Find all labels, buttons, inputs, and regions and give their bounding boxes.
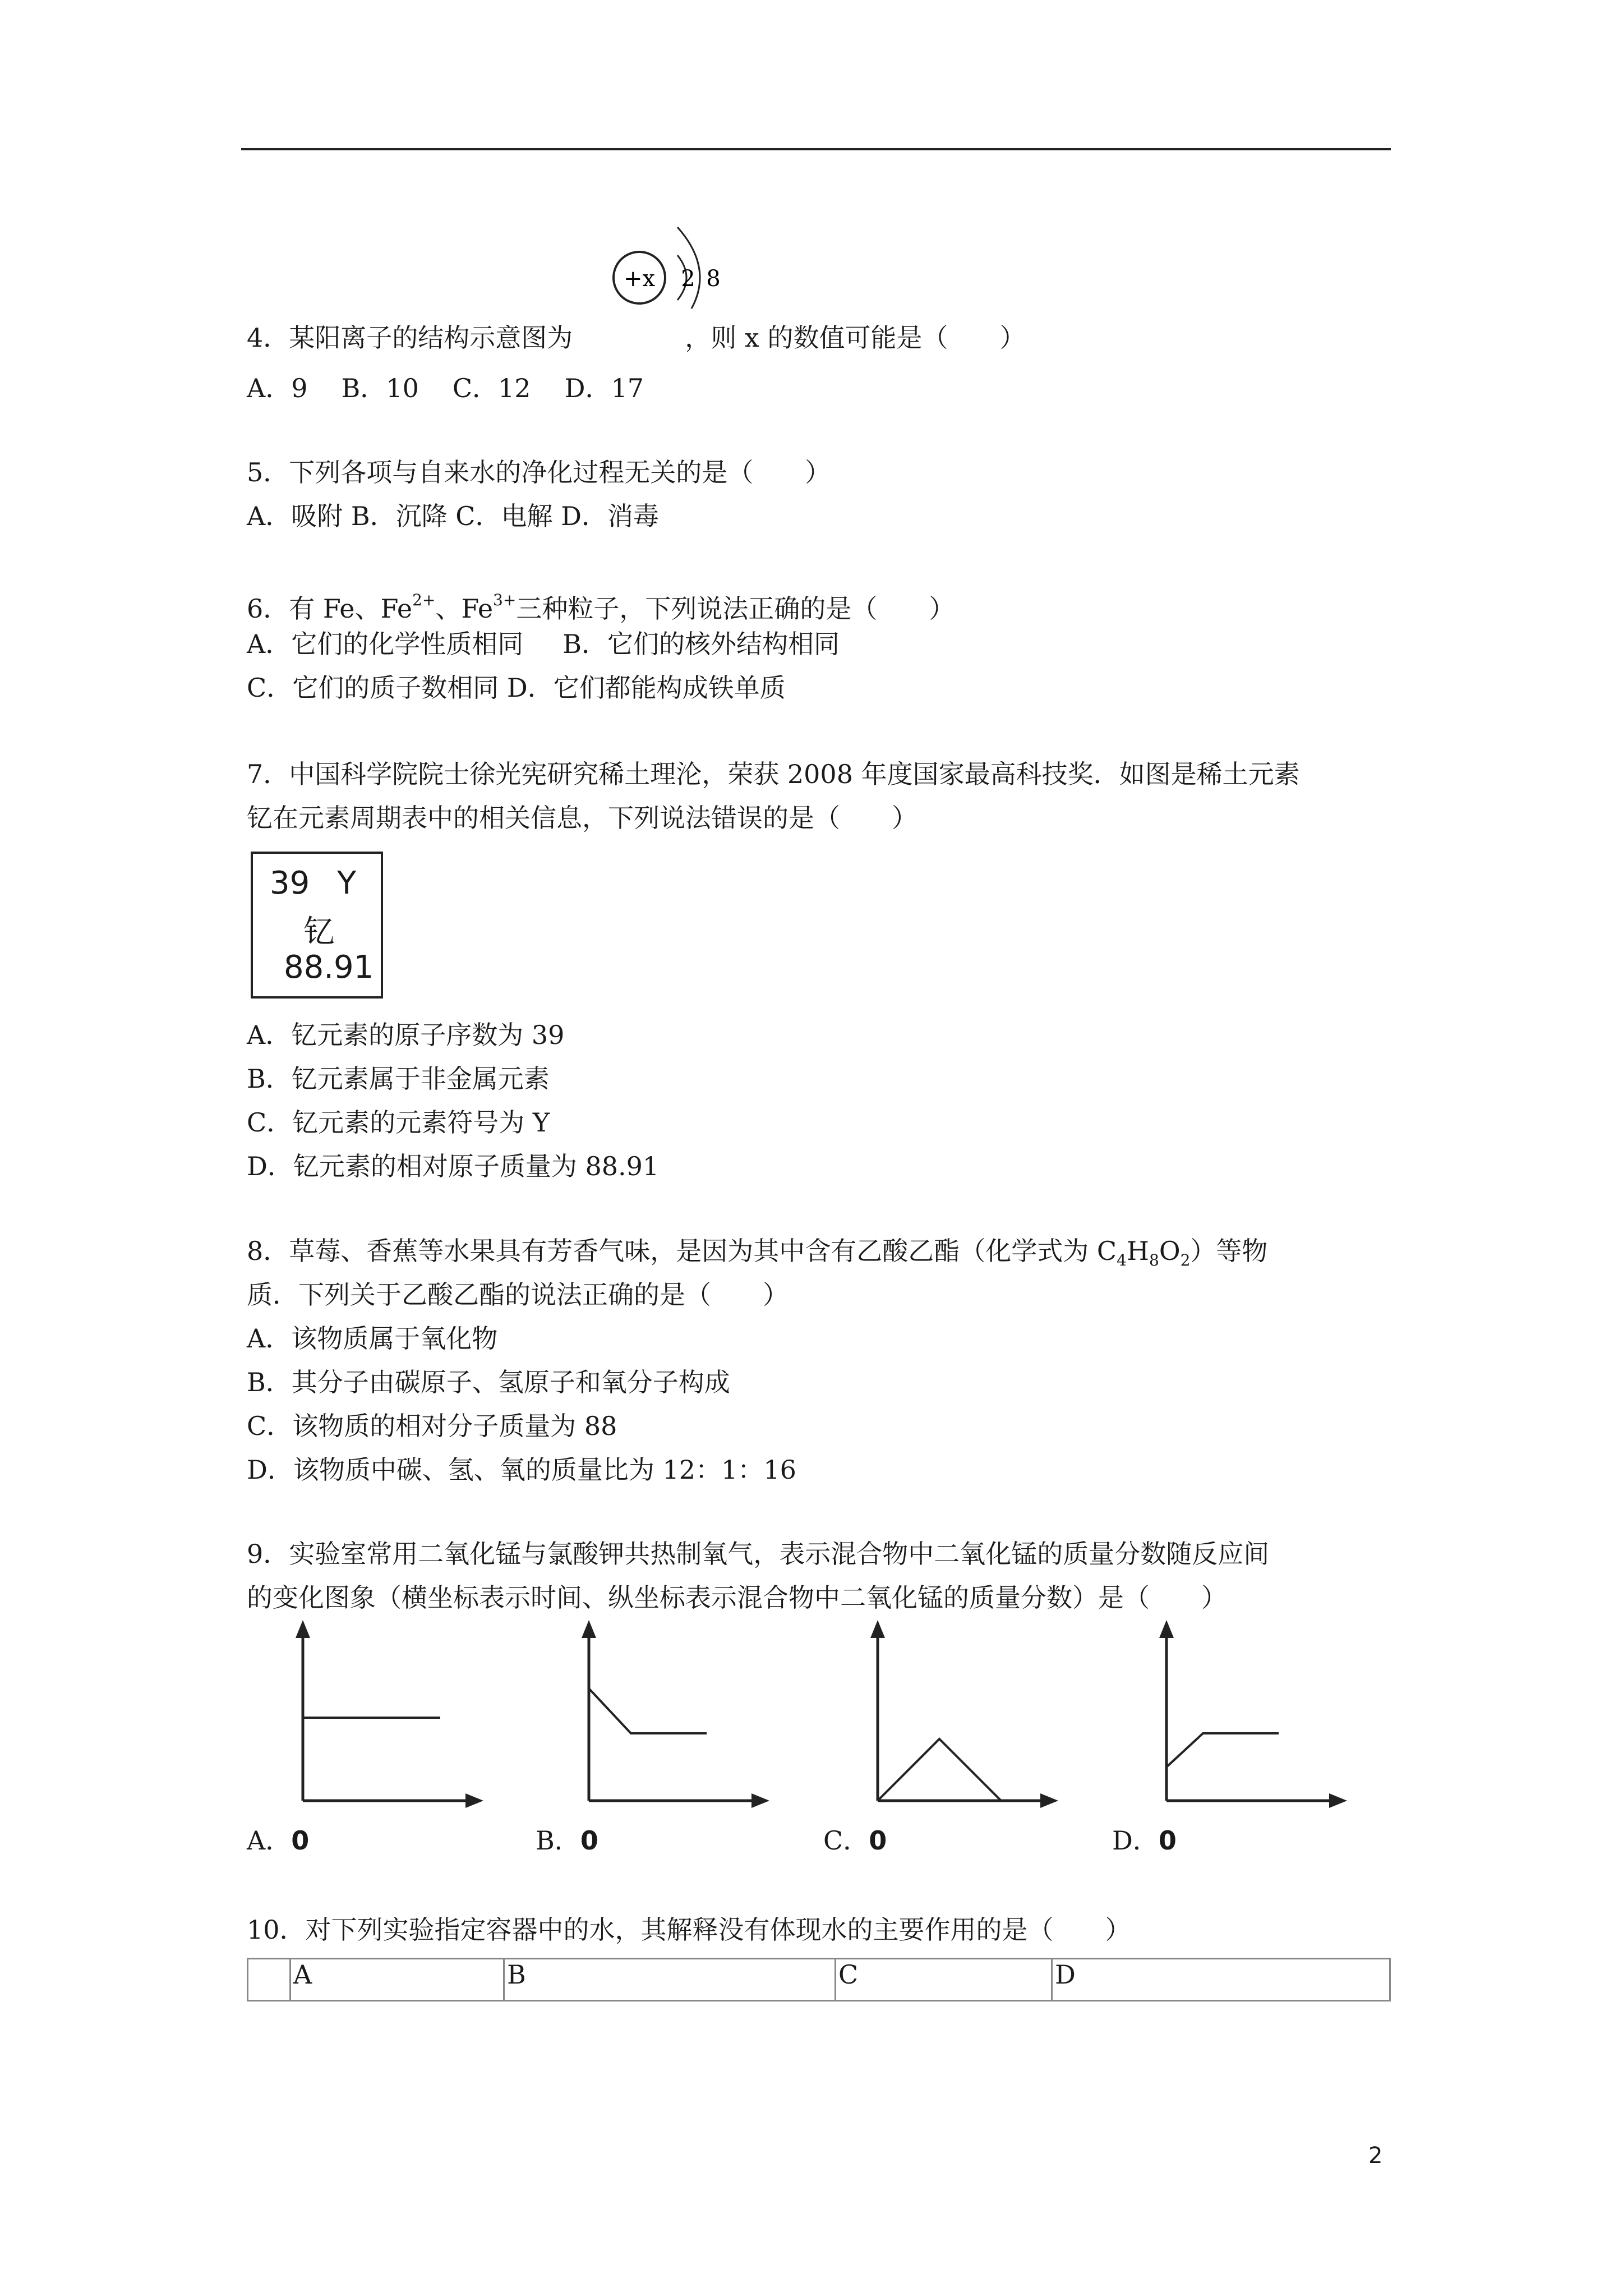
table-cell: A [291,1959,504,2001]
q5-option-c: C．电解 [455,501,553,531]
graph-a-origin: 0 [291,1825,310,1856]
q5-stem: 5．下列各项与自来水的净化过程无关的是（ ） [247,457,831,487]
formula-sub-h: 8 [1149,1251,1159,1269]
q6-charge-3plus: 3+ [493,591,517,609]
q9-stem-line2: 的变化图象（横坐标表示时间、纵坐标表示混合物中二氧化锰的质量分数）是（ ） [247,1582,1227,1613]
q8-stem-part: 8．草莓、香蕉等水果具有芳香气味，是因为其中含有乙酸乙酯（化学式为 C [247,1236,1117,1266]
q6-options-row2 [247,671,786,705]
q5-option-a: A．吸附 [247,501,343,531]
graph-b-label [536,1820,598,1857]
q7-option-b: B．钇元素属于非金属元素 [247,1064,550,1094]
graph-a-y-arrow [296,1620,310,1638]
q4-options [247,371,677,405]
graph-c-option: C． [823,1825,869,1856]
formula-o: O [1159,1236,1181,1266]
q4-stem-after: ，则 x 的数值可能是（ ） [685,323,1026,353]
q8-stem-line2: 质．下列关于乙酸乙酯的说法正确的是（ ） [247,1280,789,1310]
nucleus-charge: +x [623,266,656,292]
graph-a-x-arrow [465,1793,483,1808]
header-rule [241,148,1391,150]
q8-option-a: A．该物质属于氧化物 [247,1323,498,1354]
q8-option-c: C．该物质的相对分子质量为 88 [247,1411,617,1441]
graph-c [855,1616,1068,1818]
q6-option-a: A．它们的化学性质相同 [247,629,524,659]
graph-a-label [247,1820,309,1857]
graph-b [566,1616,780,1818]
q4-stem [247,321,1025,355]
graph-d-label [1112,1820,1177,1857]
q7-option-a: A．钇元素的原子序数为 39 [247,1020,565,1050]
q9-stem-line1: 9．实验室常用二氧化锰与氯酸钾共热制氧气，表示混合物中二氧化锰的质量分数随反应间 [247,1539,1270,1569]
q10-table [247,1958,1391,2001]
table-cell-blank [248,1959,291,2001]
element-symbol: Y [337,865,357,901]
q8-option-d: D．该物质中碳、氢、氧的质量比为 12：1：16 [247,1455,796,1485]
graph-b-option: B． [536,1825,580,1856]
q4-stem-before: 4．某阳离子的结构示意图为 [247,323,573,353]
table-cell: D [1052,1959,1390,2001]
element-name: 钇 [303,914,335,950]
q7-option-d: D．钇元素的相对原子质量为 88.91 [247,1151,660,1181]
graph-d-option: D． [1112,1825,1159,1856]
q6-charge-2plus: 2+ [412,591,436,609]
table-cell: B [504,1959,836,2001]
element-card-yttrium [251,852,383,999]
graph-b-curve [589,1688,707,1733]
graph-a [280,1616,494,1818]
graph-d [1144,1616,1357,1818]
q5-options [247,499,659,533]
ion-structure-diagram [606,202,740,309]
element-mass: 88.91 [284,949,374,986]
graph-b-axes [589,1627,763,1801]
q4-option-c: C．12 [452,373,531,403]
q8-stem-part: ）等物 [1190,1236,1268,1266]
formula-h: H [1126,1236,1150,1266]
graph-b-y-arrow [582,1620,596,1638]
graph-a-option: A． [247,1825,292,1856]
element-number: 39 [270,865,310,901]
q5-option-b: B．沉降 [351,501,448,531]
shell-1-count: 2 [681,266,695,292]
graph-c-label [823,1820,887,1857]
q6-stem-part: 6．有 Fe、Fe [247,593,413,624]
graph-b-x-arrow [751,1793,769,1808]
q6-option-c: C．它们的质子数相同 [247,673,499,703]
q10-stem: 10．对下列实验指定容器中的水，其解释没有体现水的主要作用的是（ ） [247,1915,1131,1945]
q8-option-b: B．其分子由碳原子、氢原子和氧分子构成 [247,1367,730,1397]
q6-stem [247,583,955,625]
q6-options-row1 [247,627,840,661]
graph-b-origin: 0 [580,1825,598,1856]
table-row [248,1959,1390,2001]
q7-stem-line1: 7．中国科学院院士徐光宪研究稀土理沦，荣获 2008 年度国家最高科技奖．如图是稀土元素 [247,759,1300,789]
q6-option-b: B．它们的核外结构相同 [562,629,840,659]
graph-c-x-arrow [1040,1793,1058,1808]
q7-option-c: C．钇元素的元素符号为 Y [247,1107,550,1138]
page-number: 2 [1368,2143,1383,2169]
formula-sub-o: 2 [1180,1251,1191,1269]
q7-stem-line2: 钇在元素周期表中的相关信息，下列说法错误的是（ ） [247,803,917,833]
q8-stem-line1 [247,1234,1267,1277]
graph-d-x-arrow [1329,1793,1347,1808]
q4-option-a: A．9 [247,373,308,403]
graph-c-y-arrow [870,1620,885,1638]
graph-c-origin: 0 [869,1825,887,1856]
graph-d-y-arrow [1159,1620,1174,1638]
shell-2-count: 8 [706,266,721,292]
q6-option-d: D．它们都能构成铁单质 [506,673,786,703]
q4-option-b: B．10 [341,373,419,403]
graph-d-curve [1166,1733,1279,1767]
table-cell: C [836,1959,1052,2001]
graph-c-curve [878,1739,1001,1801]
q5-option-d: D．消毒 [561,501,660,531]
graph-d-origin: 0 [1158,1825,1177,1856]
graph-d-axes [1166,1627,1340,1801]
graph-a-axes [303,1627,477,1801]
q6-stem-part: 、Fe [435,593,494,624]
q6-stem-part: 三种粒子，下列说法正确的是（ ） [516,593,955,624]
formula-sub-c: 4 [1117,1251,1127,1269]
q4-option-d: D．17 [564,373,644,403]
